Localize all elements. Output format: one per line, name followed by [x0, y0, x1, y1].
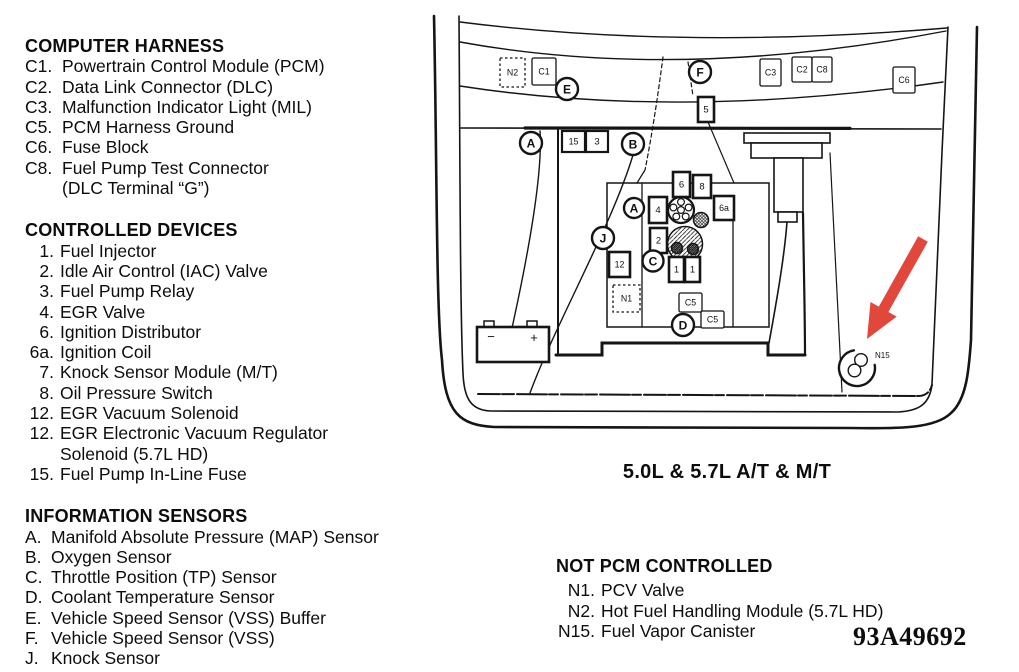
- callout-box-label: 15: [568, 136, 579, 147]
- legend-item-text: Fuel Vapor Canister: [601, 621, 756, 641]
- callout-box-label: N2: [506, 67, 519, 78]
- legend-row: [25, 137, 455, 157]
- legend-item-text: Hot Fuel Handling Module (5.7L HD): [601, 600, 884, 621]
- callout-circle-label: F: [696, 65, 704, 80]
- section-computer-harness: [25, 36, 455, 198]
- legend-item-id: A.: [25, 526, 42, 547]
- legend-row: [25, 158, 455, 178]
- legend-item-text: Vehicle Speed Sensor (VSS): [51, 628, 275, 649]
- legend-row: [25, 527, 455, 547]
- callout-circle-label: J: [599, 231, 607, 246]
- legend-item-id: C5.: [25, 117, 53, 138]
- legend-item-text: Fuel Pump In-Line Fuse: [60, 463, 247, 484]
- legend-item-text: EGR Electronic Vacuum Regulator: [60, 423, 329, 444]
- controlled-devices-list: [25, 241, 455, 485]
- hood-cable-dashed: [645, 57, 663, 170]
- diagram-caption: 5.0L & 5.7L A/T & M/T: [622, 461, 832, 483]
- callout-box-label: C3: [764, 67, 777, 78]
- legend-item-id: C3.: [25, 96, 53, 117]
- legend-item-id: [25, 444, 54, 464]
- harness-line-left: [512, 131, 540, 328]
- battery-plus-label: +: [530, 330, 538, 345]
- legend-row: [25, 403, 455, 423]
- legend-row: [25, 648, 455, 668]
- figure-number: 93A49692: [853, 622, 967, 651]
- cowl-arc-top: [460, 22, 947, 38]
- legend-row: [25, 444, 455, 464]
- legend-item-text: Data Link Connector (DLC): [62, 76, 274, 97]
- callout-circle-label: B: [628, 137, 638, 152]
- callout-layer: [500, 57, 915, 336]
- legend-row: [556, 601, 883, 622]
- engine-bay-diagram: [430, 0, 1019, 450]
- callout-box-label: 5: [703, 104, 709, 116]
- legend-row: [25, 342, 455, 362]
- fuel-vapor-canister: [839, 350, 890, 386]
- legend-item-id: 6a.: [29, 342, 54, 363]
- callout-circle-label: E: [562, 82, 572, 97]
- cowl-arc-mid: [460, 31, 946, 60]
- callout-box-label: 6: [678, 179, 685, 191]
- information-sensors-list: [25, 527, 455, 669]
- wire-lead: [769, 222, 787, 343]
- legend-item-text: (DLC Terminal “G”): [62, 178, 210, 199]
- legend-item-id: F.: [25, 628, 39, 649]
- callout-box-label: C6: [898, 75, 910, 86]
- callout-box-label: 12: [614, 259, 625, 270]
- legend-row: [25, 261, 455, 281]
- legend-item-text: EGR Valve: [60, 301, 146, 322]
- legend-item-id: C.: [25, 567, 43, 588]
- legend-item-id: 12.: [29, 403, 54, 424]
- legend-item-id: 12.: [29, 423, 54, 444]
- legend-item-text: Fuel Pump Relay: [60, 281, 195, 302]
- distributor-cap: [668, 197, 694, 223]
- legend-item-text: Ignition Coil: [60, 342, 152, 363]
- battery-minus-label: −: [487, 329, 495, 344]
- front-support-line: [478, 385, 932, 396]
- legend-item-id: J.: [25, 648, 39, 669]
- legend-item-text: Manifold Absolute Pressure (MAP) Sensor: [51, 526, 379, 547]
- legend-item-text: Oxygen Sensor: [51, 546, 172, 567]
- pointer-arrow: [867, 236, 928, 339]
- legend-item-text: PCM Harness Ground: [62, 117, 235, 138]
- air-cleaner-assembly: [744, 133, 830, 343]
- section-title: NOT PCM CONTROLLED: [556, 556, 773, 576]
- section-title: COMPUTER HARNESS: [25, 36, 225, 56]
- legend-row: [556, 621, 883, 642]
- canister-label: N15: [875, 351, 890, 360]
- legend-item-text: Malfunction Indicator Light (MIL): [62, 96, 312, 117]
- legend-row: [25, 178, 455, 198]
- legend-item-id: C1.: [25, 56, 53, 77]
- legend-item-text: EGR Vacuum Solenoid: [60, 403, 239, 424]
- callout-box-label: 2: [655, 235, 662, 247]
- legend-item-text: Solenoid (5.7L HD): [60, 443, 209, 464]
- legend-row: [25, 628, 455, 648]
- callout-box-label: 6a: [719, 203, 729, 214]
- callout-box-label: 3: [594, 136, 600, 148]
- legend-item-id: C2.: [25, 76, 53, 97]
- legend-item-text: Knock Sensor: [51, 648, 160, 669]
- section-title: INFORMATION SENSORS: [25, 506, 248, 527]
- legend-item-id: N1.: [567, 580, 595, 600]
- not-pcm-list: [556, 580, 883, 642]
- legend-item-id: 6.: [39, 321, 54, 342]
- legend-item-id: C8.: [25, 157, 53, 178]
- fender-crease-line: [830, 153, 842, 392]
- legend-item-id: 15.: [29, 463, 54, 484]
- legend-row: [25, 241, 455, 261]
- legend-item-id: 2.: [39, 260, 54, 281]
- section-title: CONTROLLED DEVICES: [25, 220, 238, 241]
- legend-row: [25, 587, 455, 607]
- bay-right-wall: [803, 213, 805, 355]
- callout-circle-label: C: [648, 254, 658, 269]
- legend-item-id: 7.: [39, 362, 54, 383]
- callout-box-label: C5: [684, 297, 697, 308]
- legend-item-id: 3.: [39, 281, 54, 302]
- legend-item-id: 1.: [39, 240, 54, 261]
- legend-item-id: E.: [25, 607, 42, 628]
- legend-item-text: PCV Valve: [601, 580, 685, 600]
- legend-item-id: C6.: [25, 137, 53, 158]
- legend-item-text: Idle Air Control (IAC) Valve: [60, 260, 268, 281]
- legend-item-text: Ignition Distributor: [60, 321, 202, 342]
- legend-item-id: N15.: [558, 621, 595, 641]
- computer-harness-list: [25, 56, 455, 198]
- legend-item-id: D.: [25, 587, 43, 608]
- callout-box-label: C5: [706, 314, 719, 325]
- small-hatched-pulley: [694, 213, 709, 228]
- callout-circle-label: D: [678, 318, 688, 333]
- callout-box-label: N1: [620, 293, 633, 304]
- callout-box-label: 4: [655, 205, 661, 217]
- legend-item-text: Fuel Pump Test Connector: [62, 157, 269, 178]
- battery: [477, 321, 549, 362]
- legend-item-text: Coolant Temperature Sensor: [51, 587, 275, 608]
- legend-row: [25, 383, 455, 403]
- legend-item-text: Vehicle Speed Sensor (VSS) Buffer: [51, 607, 326, 628]
- section-controlled-devices: [25, 220, 455, 484]
- legend-row: [25, 97, 455, 117]
- legend-item-id: 8.: [39, 382, 54, 403]
- legend-row: [25, 117, 455, 137]
- section-not-pcm-controlled: [556, 556, 883, 642]
- legend-item-text: Throttle Position (TP) Sensor: [51, 567, 277, 588]
- legend-item-text: Powertrain Control Module (PCM): [62, 56, 325, 77]
- legend-item-text: Knock Sensor Module (M/T): [60, 362, 278, 383]
- legend-row: [25, 567, 455, 587]
- callout-box-label: C1: [538, 66, 550, 77]
- legend-row: [25, 302, 455, 322]
- callout-circle-label: A: [629, 201, 639, 216]
- callout-box-label: 1: [673, 264, 680, 276]
- bay-front-ledge: [556, 343, 805, 355]
- legend-row: [25, 77, 455, 97]
- legend-row: [25, 362, 455, 382]
- callout-box-label: 8: [699, 181, 705, 193]
- callout-box-label: C8: [816, 64, 828, 75]
- section-information-sensors: [25, 506, 455, 668]
- legend-row: [25, 464, 455, 484]
- legend-item-text: Oil Pressure Switch: [60, 382, 213, 403]
- legend-row: [25, 281, 455, 301]
- callout-box-label: C2: [796, 64, 808, 75]
- engine-bay-structure: [512, 57, 842, 393]
- callout-box-label: 1: [689, 264, 696, 276]
- legend-column: [25, 36, 455, 672]
- legend-item-id: N2.: [567, 600, 595, 621]
- legend-item-text: Fuse Block: [62, 137, 149, 158]
- legend-row: [25, 322, 455, 342]
- callout-circle-label: A: [526, 136, 536, 151]
- legend-row: [25, 56, 455, 76]
- legend-item-id: [25, 178, 56, 198]
- legend-row: [25, 547, 455, 567]
- legend-item-id: 4.: [39, 301, 54, 322]
- legend-row: [25, 423, 455, 443]
- legend-row: [25, 608, 455, 628]
- legend-item-id: B.: [25, 546, 42, 567]
- legend-row: [556, 580, 883, 601]
- legend-item-text: Fuel Injector: [60, 240, 157, 261]
